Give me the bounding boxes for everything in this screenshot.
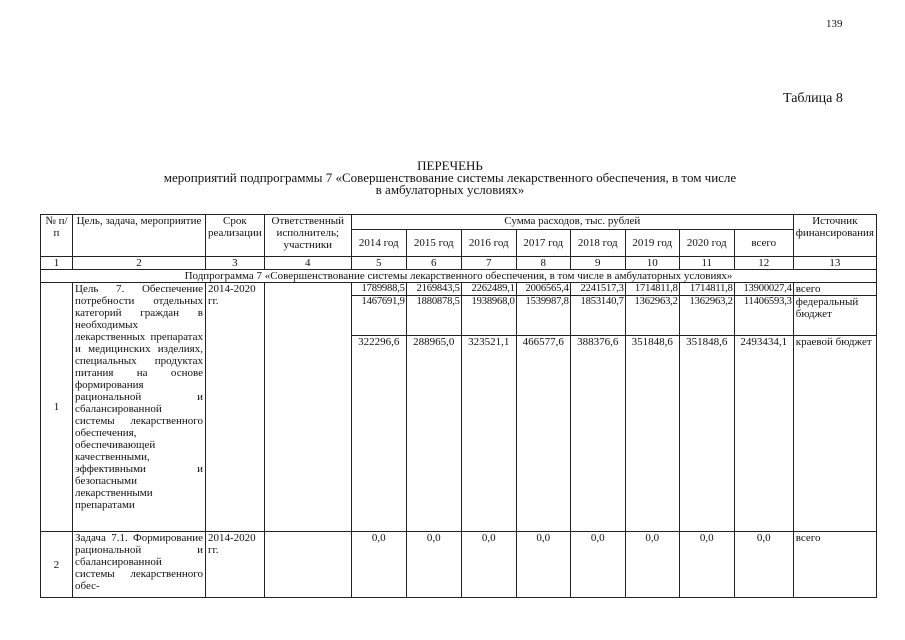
amount-cell: 388376,6 <box>570 336 625 532</box>
column-index: 8 <box>516 257 570 270</box>
funding-source: всего <box>793 283 876 296</box>
amount-cell: 1467691,9 <box>351 296 406 336</box>
header-executor: Ответственный исполнитель; участники <box>264 215 351 257</box>
funding-source: всего <box>793 532 876 598</box>
column-index: 2 <box>73 257 206 270</box>
row-goal: Задача 7.1. Формирование рациональной и сбалансированной системы лекарственного обес- <box>73 532 206 598</box>
amount-cell: 1362963,2 <box>625 296 679 336</box>
document-subtitle-line1: мероприятий подпрограммы 7 «Совершенствование системы лекарственного обеспечения, в том числе <box>163 170 737 185</box>
column-index: 5 <box>351 257 406 270</box>
amount-cell: 2241517,3 <box>570 283 625 296</box>
row-goal: Цель 7. Обеспечение потребности отдельных категорий граждан в необходимых лекарственных препаратах и медицинских изделиях, специальных продуктах питания на основе формирования рациональной и сбалансированной системы лекарственного обеспечения, обеспечивающей качественными, эффективными и безопасными лекарственными препаратами <box>73 283 206 532</box>
amount-cell: 0,0 <box>351 532 406 598</box>
amount-cell: 0,0 <box>679 532 734 598</box>
amount-cell: 2006565,4 <box>516 283 570 296</box>
table-label: Таблица 8 <box>783 91 843 106</box>
amount-cell: 1853140,7 <box>570 296 625 336</box>
column-index: 9 <box>570 257 625 270</box>
table-row <box>41 532 877 598</box>
column-index: 10 <box>625 257 679 270</box>
header-sum: Сумма расходов, тыс. рублей <box>351 215 793 230</box>
header-total: всего <box>734 230 793 257</box>
column-index: 3 <box>206 257 265 270</box>
header-year: 2020 год <box>679 230 734 257</box>
amount-cell: 0,0 <box>461 532 516 598</box>
column-index: 12 <box>734 257 793 270</box>
measures-table <box>40 214 877 598</box>
column-index: 7 <box>461 257 516 270</box>
header-year: 2015 год <box>406 230 461 257</box>
amount-cell: 1362963,2 <box>679 296 734 336</box>
row-number: 1 <box>41 283 73 532</box>
amount-cell: 0,0 <box>570 532 625 598</box>
amount-cell: 1938968,0 <box>461 296 516 336</box>
funding-source: краевой бюджет <box>793 336 876 532</box>
amount-cell: 0,0 <box>516 532 570 598</box>
funding-source: федеральный бюджет <box>793 296 876 336</box>
amount-cell: 1789988,5 <box>351 283 406 296</box>
header-term: Срок реализации <box>206 215 265 257</box>
amount-cell: 323521,1 <box>461 336 516 532</box>
header-year: 2014 год <box>351 230 406 257</box>
header-source: Источник финансирования <box>793 215 876 257</box>
column-index: 1 <box>41 257 73 270</box>
document-title: ПЕРЕЧЕНЬ <box>417 158 483 173</box>
row-executor <box>264 532 351 598</box>
header-year: 2016 год <box>461 230 516 257</box>
column-index-row <box>41 257 877 270</box>
amount-cell: 351848,6 <box>625 336 679 532</box>
amount-total-cell: 0,0 <box>734 532 793 598</box>
row-executor <box>264 283 351 532</box>
header-goal: Цель, задача, мероприятие <box>73 215 206 257</box>
header-year: 2019 год <box>625 230 679 257</box>
row-term: 2014-2020 гг. <box>206 283 265 532</box>
amount-cell: 351848,6 <box>679 336 734 532</box>
amount-total-cell: 11406593,3 <box>734 296 793 336</box>
amount-cell: 1714811,8 <box>679 283 734 296</box>
row-term: 2014-2020 гг. <box>206 532 265 598</box>
amount-cell: 1539987,8 <box>516 296 570 336</box>
header-year: 2017 год <box>516 230 570 257</box>
amount-cell: 1880878,5 <box>406 296 461 336</box>
amount-cell: 466577,6 <box>516 336 570 532</box>
amount-cell: 0,0 <box>625 532 679 598</box>
row-number: 2 <box>41 532 73 598</box>
header-year: 2018 год <box>570 230 625 257</box>
amount-total-cell: 13900027,4 <box>734 283 793 296</box>
column-index: 4 <box>264 257 351 270</box>
amount-total-cell: 2493434,1 <box>734 336 793 532</box>
column-index: 13 <box>793 257 876 270</box>
column-index: 6 <box>406 257 461 270</box>
document-subtitle-line2: в амбулаторных условиях» <box>375 182 525 197</box>
amount-cell: 0,0 <box>406 532 461 598</box>
table-row <box>41 283 877 296</box>
amount-cell: 288965,0 <box>406 336 461 532</box>
page-number: 139 <box>826 18 843 30</box>
subprogram-row: Подпрограмма 7 «Совершенствование системы лекарственного обеспечения, в том числе в амбулаторных условиях» <box>41 270 877 283</box>
column-index: 11 <box>679 257 734 270</box>
header-num: № п/п <box>41 215 73 257</box>
amount-cell: 322296,6 <box>351 336 406 532</box>
amount-cell: 1714811,8 <box>625 283 679 296</box>
amount-cell: 2262489,1 <box>461 283 516 296</box>
amount-cell: 2169843,5 <box>406 283 461 296</box>
